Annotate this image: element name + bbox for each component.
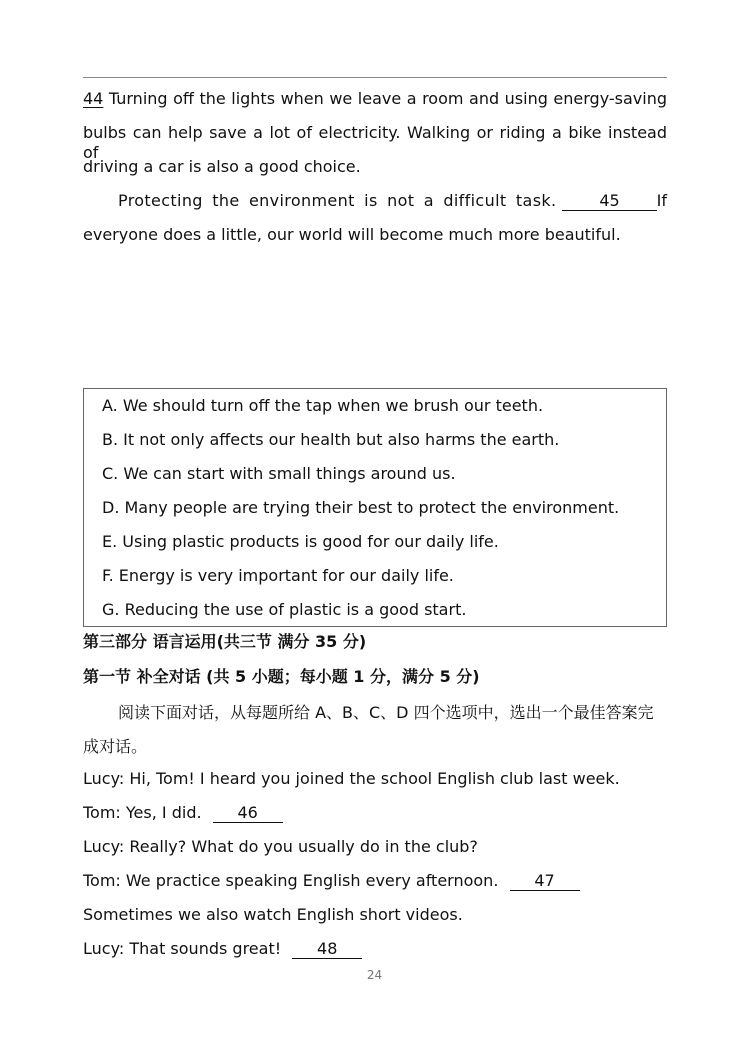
dialogue-line-6 xyxy=(83,939,362,959)
page-number: 24 xyxy=(366,968,383,982)
dialogue-line-1: Lucy: Hi, Tom! I heard you joined the school English club last week. xyxy=(83,769,620,788)
passage-line-4-text: Protecting the environment is not a difficult task. xyxy=(118,191,557,210)
option-d: D. Many people are trying their best to protect the environment. xyxy=(102,498,620,517)
blank-46: 46 xyxy=(213,804,283,823)
option-g: G. Reducing the use of plastic is a good start. xyxy=(102,600,467,619)
options-box xyxy=(83,388,667,627)
dialogue-line-3: Lucy: Really? What do you usually do in the club? xyxy=(83,837,478,856)
dialogue-line-2-text: Tom: Yes, I did. xyxy=(83,803,202,822)
top-rule xyxy=(83,77,667,78)
option-e: E. Using plastic products is good for our daily life. xyxy=(102,532,499,551)
passage-line-4 xyxy=(118,191,667,211)
dialogue-line-4-text: Tom: We practice speaking English every afternoon. xyxy=(83,871,499,890)
dialogue-line-2 xyxy=(83,803,283,823)
section-one-title: 第一节 补全对话 (共 5 小题；每小题 1 分，满分 5 分) xyxy=(83,667,480,686)
passage-line-5: everyone does a little, our world will become much more beautiful. xyxy=(83,225,621,244)
passage-line-2: bulbs can help save a lot of electricity. Walking or riding a bike instead of xyxy=(83,123,667,162)
passage-line-3: driving a car is also a good choice. xyxy=(83,157,361,176)
dialogue-line-6-text: Lucy: That sounds great! xyxy=(83,939,282,958)
blank-48: 48 xyxy=(292,940,362,959)
passage-line-1 xyxy=(83,89,667,109)
passage-line-1-text: Turning off the lights when we leave a room and using energy-saving xyxy=(103,89,667,108)
option-a: A. We should turn off the tap when we brush our teeth. xyxy=(102,396,544,415)
option-c: C. We can start with small things around us. xyxy=(102,464,456,483)
question-44-number: 44 xyxy=(83,89,104,108)
part-three-title: 第三部分 语言运用(共三节 满分 35 分) xyxy=(83,632,367,651)
option-f: F. Energy is very important for our daily life. xyxy=(102,566,454,585)
dialogue-line-5: Sometimes we also watch English short videos. xyxy=(83,905,463,924)
blank-47: 47 xyxy=(510,872,580,891)
instruction-line-1: 阅读下面对话，从每题所给 A、B、C、D 四个选项中，选出一个最佳答案完 xyxy=(118,703,654,722)
dialogue-line-4 xyxy=(83,871,580,891)
blank-45: 45 xyxy=(562,192,656,211)
instruction-line-2: 成对话。 xyxy=(83,737,148,756)
option-b: B. It not only affects our health but also harms the earth. xyxy=(102,430,560,449)
passage-line-4-end: If xyxy=(656,191,667,210)
